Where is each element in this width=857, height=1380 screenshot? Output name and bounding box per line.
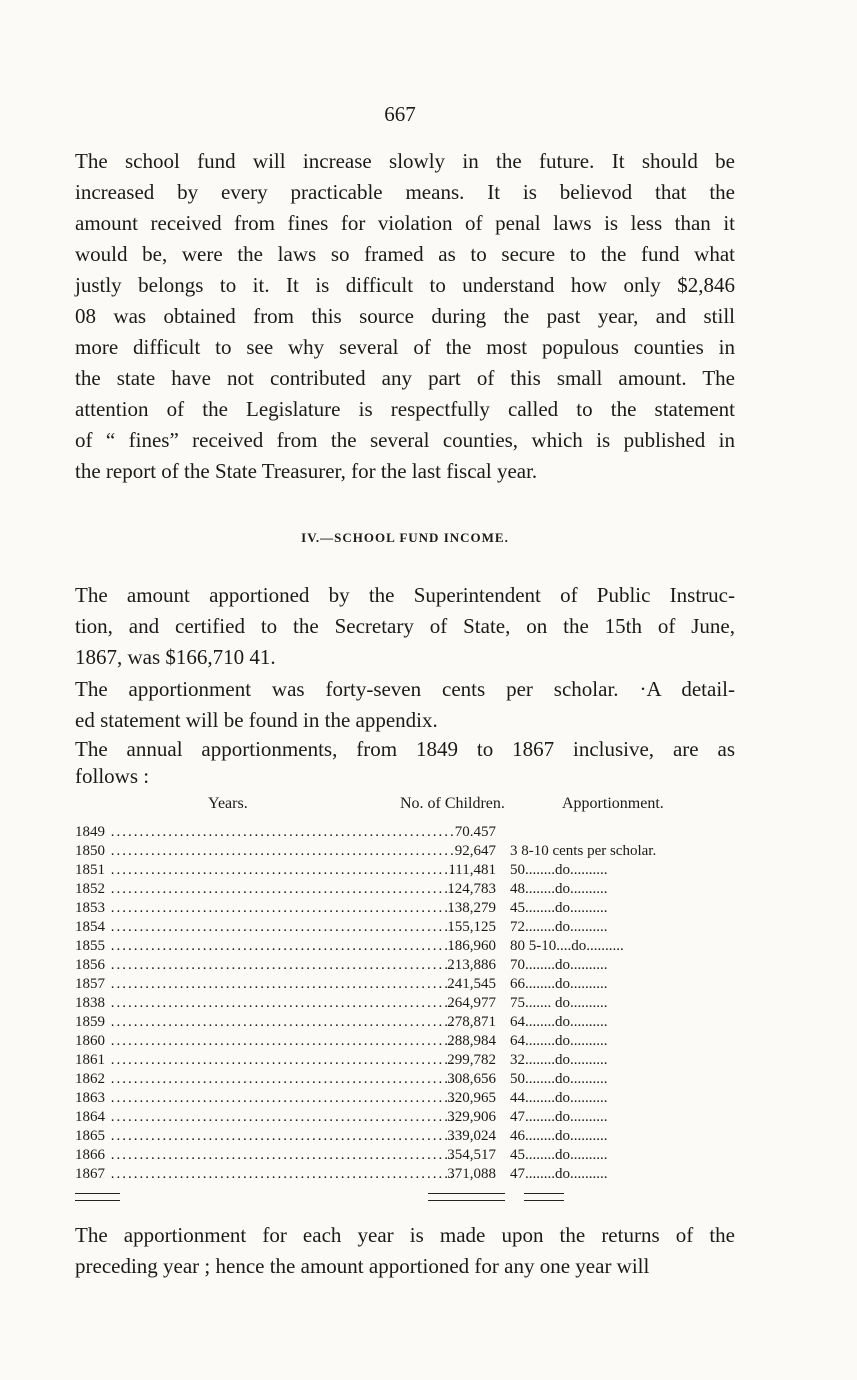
apportionment-cell: 46........do.......... — [510, 1128, 608, 1144]
text-line: The amount apportioned by the Superintendent of Public Instruc- — [75, 583, 735, 607]
year-cell: 1849 ............................................................ — [75, 824, 456, 840]
table-row — [75, 880, 740, 899]
year-cell: 1855 ............................................................ — [75, 938, 456, 954]
children-cell: 138,279 — [447, 900, 496, 916]
children-cell: 329,906 — [447, 1109, 496, 1125]
text-line: of “ fines” received from the several counties, which is published in — [75, 428, 735, 452]
year-cell: 1861 ............................................................ — [75, 1052, 456, 1068]
apportionment-cell: 66........do.......... — [510, 976, 608, 992]
table-row — [75, 1032, 740, 1051]
paragraph-amount-apportioned — [75, 580, 735, 673]
table-row — [75, 1127, 740, 1146]
children-cell: 278,871 — [447, 1014, 496, 1030]
table-row — [75, 956, 740, 975]
column-header-apportionment: Apportionment. — [562, 795, 664, 812]
text-line: more difficult to see why several of the most populous counties in — [75, 335, 735, 359]
year-cell: 1864 ............................................................ — [75, 1109, 456, 1125]
apportionment-cell: 70........do.......... — [510, 957, 608, 973]
text-line: would be, were the laws so framed as to secure to the fund what — [75, 242, 735, 266]
children-cell: 354,517 — [447, 1147, 496, 1163]
apportionment-cell: 32........do.......... — [510, 1052, 608, 1068]
children-cell: 186,960 — [447, 938, 496, 954]
text-line: tion, and certified to the Secretary of State, on the 15th of June, — [75, 614, 735, 638]
text-line: justly belongs to it. It is difficult to understand how only $2,846 — [75, 273, 735, 297]
apportionment-cell: 47........do.......... — [510, 1109, 608, 1125]
text-line: The annual apportionments, from 1849 to 1867 inclusive, are as — [75, 737, 735, 761]
apportionment-cell: 72........do.......... — [510, 919, 608, 935]
apportionment-cell: 45........do.......... — [510, 1147, 608, 1163]
children-cell: 124,783 — [447, 881, 496, 897]
year-cell: 1857 ............................................................ — [75, 976, 456, 992]
year-cell: 1859 ............................................................ — [75, 1014, 456, 1030]
text-line: the state have not contributed any part of this small amount. The — [75, 366, 735, 390]
text-line: preceding year ; hence the amount apportioned for any one year will — [75, 1254, 650, 1278]
children-cell: 371,088 — [447, 1166, 496, 1182]
year-cell: 1850 ............................................................ — [75, 843, 456, 859]
text-line: The school fund will increase slowly in the future. It should be — [75, 149, 735, 173]
column-header-years: Years. — [208, 795, 248, 812]
table-row — [75, 842, 740, 861]
table-row — [75, 1146, 740, 1165]
apportionment-cell — [510, 823, 740, 842]
year-cell: 1854 ............................................................ — [75, 919, 456, 935]
text-line: amount received from fines for violation of penal laws is less than it — [75, 211, 735, 235]
children-cell: 308,656 — [447, 1071, 496, 1087]
paragraph-apportionment-basis — [75, 1220, 735, 1282]
text-line: 1867, was $166,710 41. — [75, 645, 276, 669]
table-rule-years — [75, 1193, 120, 1201]
text-line: follows : — [75, 764, 150, 788]
table-row — [75, 1051, 740, 1070]
year-cell: 1862 ............................................................ — [75, 1071, 456, 1087]
children-cell: 339,024 — [447, 1128, 496, 1144]
text-line: attention of the Legislature is respectfully called to the statement — [75, 397, 735, 421]
text-line: ed statement will be found in the appendix. — [75, 708, 438, 732]
apportionment-cell: 45........do.......... — [510, 900, 608, 916]
year-cell: 1851 ............................................................ — [75, 862, 456, 878]
year-cell: 1865 ............................................................ — [75, 1128, 456, 1144]
children-cell: 92,647 — [454, 843, 496, 859]
page-number: 667 — [384, 102, 416, 126]
year-cell: 1860 ............................................................ — [75, 1033, 456, 1049]
table-row — [75, 899, 740, 918]
year-cell: 1852 ............................................................ — [75, 881, 456, 897]
table-row — [75, 1165, 740, 1184]
table-row — [75, 1108, 740, 1127]
children-cell: 70.457 — [454, 824, 496, 840]
text-line: 08 was obtained from this source during the past year, and still — [75, 304, 735, 328]
table-row — [75, 918, 740, 937]
paragraph-school-fund — [75, 146, 735, 487]
text-line: The apportionment was forty-seven cents per scholar. ·A detail- — [75, 677, 735, 701]
table-rule-children — [428, 1193, 505, 1201]
paragraph-per-scholar — [75, 674, 735, 736]
table-row — [75, 1070, 740, 1089]
year-cell: 1856 ............................................................ — [75, 957, 456, 973]
apportionment-cell: 64........do.......... — [510, 1014, 608, 1030]
year-cell: 1838 ............................................................ — [75, 995, 456, 1011]
children-cell: 111,481 — [448, 862, 496, 878]
children-cell: 299,782 — [447, 1052, 496, 1068]
apportionment-cell: 47........do.......... — [510, 1166, 608, 1182]
text-line: The apportionment for each year is made upon the returns of the — [75, 1223, 735, 1247]
children-cell: 320,965 — [447, 1090, 496, 1106]
apportionment-cell: 80 5-10....do.......... — [510, 938, 624, 954]
apportionment-cell: 44........do.......... — [510, 1090, 608, 1106]
table-row — [75, 975, 740, 994]
year-cell: 1866 ............................................................ — [75, 1147, 456, 1163]
apportionment-cell: 64........do.......... — [510, 1033, 608, 1049]
table-row — [75, 994, 740, 1013]
table-row — [75, 861, 740, 880]
apportionment-cell: 75....... do.......... — [510, 995, 608, 1011]
apportionment-cell: 50........do.......... — [510, 1071, 608, 1087]
children-cell: 155,125 — [447, 919, 496, 935]
text-line: the report of the State Treasurer, for the last fiscal year. — [75, 459, 538, 483]
children-cell: 264,977 — [447, 995, 496, 1011]
table-row — [75, 1089, 740, 1108]
children-cell: 241,545 — [447, 976, 496, 992]
table-row — [75, 823, 740, 842]
column-header-children: No. of Children. — [400, 795, 505, 812]
apportionment-cell: 3 8-10 cents per scholar. — [510, 843, 657, 859]
children-cell: 213,886 — [447, 957, 496, 973]
paragraph-annual-apportionments — [75, 736, 735, 790]
table-row — [75, 1013, 740, 1032]
table-rule-apportionment — [524, 1193, 564, 1201]
children-cell: 288,984 — [447, 1033, 496, 1049]
text-line: increased by every practicable means. It is believod that the — [75, 180, 735, 204]
year-cell: 1867 ............................................................ — [75, 1166, 456, 1182]
apportionment-cell: 48........do.......... — [510, 881, 608, 897]
section-heading: IV.—SCHOOL FUND INCOME. — [301, 530, 509, 545]
year-cell: 1863 ............................................................ — [75, 1090, 456, 1106]
apportionment-cell: 50........do.......... — [510, 862, 608, 878]
year-cell: 1853 ............................................................ — [75, 900, 456, 916]
table-row — [75, 937, 740, 956]
apportionment-table — [75, 823, 740, 1184]
